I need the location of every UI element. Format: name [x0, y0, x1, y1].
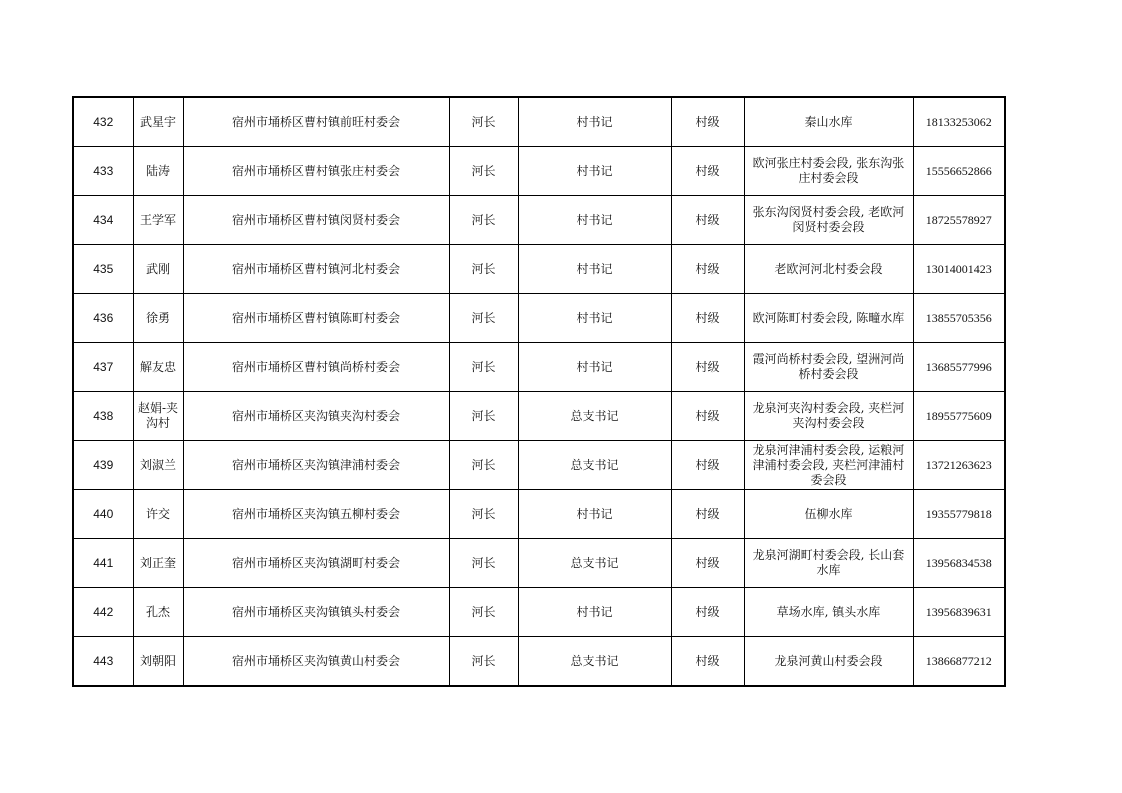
chief-role: 河长 — [449, 245, 518, 294]
person-name: 陆涛 — [133, 147, 183, 196]
unit-name: 宿州市埇桥区曹村镇闵贤村委会 — [183, 196, 449, 245]
unit-name: 宿州市埇桥区夹沟镇湖町村委会 — [183, 539, 449, 588]
row-number: 434 — [73, 196, 133, 245]
unit-name: 宿州市埇桥区曹村镇前旺村委会 — [183, 97, 449, 147]
chief-role: 河长 — [449, 490, 518, 539]
chief-role: 河长 — [449, 588, 518, 637]
phone-number: 13721263623 — [913, 441, 1005, 490]
person-name: 武刚 — [133, 245, 183, 294]
unit-name: 宿州市埇桥区夹沟镇镇头村委会 — [183, 588, 449, 637]
job-position: 村书记 — [518, 196, 671, 245]
row-number: 438 — [73, 392, 133, 441]
chief-level: 村级 — [671, 245, 744, 294]
unit-name: 宿州市埇桥区曹村镇张庄村委会 — [183, 147, 449, 196]
phone-number: 18725578927 — [913, 196, 1005, 245]
table-row — [73, 343, 1005, 392]
chief-level: 村级 — [671, 97, 744, 147]
table-row — [73, 441, 1005, 490]
row-number: 443 — [73, 637, 133, 687]
water-body: 张东沟闵贤村委会段, 老欧河闵贤村委会段 — [744, 196, 913, 245]
job-position: 村书记 — [518, 294, 671, 343]
river-chief-table — [72, 96, 1006, 687]
table-row — [73, 294, 1005, 343]
unit-name: 宿州市埇桥区曹村镇尚桥村委会 — [183, 343, 449, 392]
water-body: 草场水库, 镇头水库 — [744, 588, 913, 637]
unit-name: 宿州市埇桥区夹沟镇津浦村委会 — [183, 441, 449, 490]
phone-number: 18955775609 — [913, 392, 1005, 441]
chief-level: 村级 — [671, 392, 744, 441]
person-name: 赵娟-夹沟村 — [133, 392, 183, 441]
chief-level: 村级 — [671, 294, 744, 343]
row-number: 435 — [73, 245, 133, 294]
person-name: 解友忠 — [133, 343, 183, 392]
table-row — [73, 588, 1005, 637]
water-body: 欧河陈町村委会段, 陈疃水库 — [744, 294, 913, 343]
job-position: 村书记 — [518, 245, 671, 294]
phone-number: 13866877212 — [913, 637, 1005, 687]
person-name: 王学军 — [133, 196, 183, 245]
row-number: 442 — [73, 588, 133, 637]
chief-level: 村级 — [671, 147, 744, 196]
phone-number: 13855705356 — [913, 294, 1005, 343]
phone-number: 15556652866 — [913, 147, 1005, 196]
job-position: 村书记 — [518, 490, 671, 539]
person-name: 刘淑兰 — [133, 441, 183, 490]
chief-role: 河长 — [449, 392, 518, 441]
water-body: 秦山水库 — [744, 97, 913, 147]
unit-name: 宿州市埇桥区夹沟镇黄山村委会 — [183, 637, 449, 687]
water-body: 伍柳水库 — [744, 490, 913, 539]
job-position: 村书记 — [518, 588, 671, 637]
job-position: 村书记 — [518, 97, 671, 147]
person-name: 许交 — [133, 490, 183, 539]
chief-level: 村级 — [671, 637, 744, 687]
person-name: 刘正奎 — [133, 539, 183, 588]
job-position: 村书记 — [518, 147, 671, 196]
chief-level: 村级 — [671, 539, 744, 588]
phone-number: 18133253062 — [913, 97, 1005, 147]
unit-name: 宿州市埇桥区夹沟镇夹沟村委会 — [183, 392, 449, 441]
chief-role: 河长 — [449, 196, 518, 245]
chief-level: 村级 — [671, 343, 744, 392]
phone-number: 13956839631 — [913, 588, 1005, 637]
chief-level: 村级 — [671, 490, 744, 539]
table-row — [73, 539, 1005, 588]
table-row — [73, 97, 1005, 147]
chief-role: 河长 — [449, 637, 518, 687]
table-body — [73, 97, 1005, 686]
chief-role: 河长 — [449, 97, 518, 147]
unit-name: 宿州市埇桥区曹村镇河北村委会 — [183, 245, 449, 294]
person-name: 武星宇 — [133, 97, 183, 147]
water-body: 霞河尚桥村委会段, 望洲河尚桥村委会段 — [744, 343, 913, 392]
water-body: 龙泉河黄山村委会段 — [744, 637, 913, 687]
table-row — [73, 147, 1005, 196]
chief-role: 河长 — [449, 539, 518, 588]
row-number: 437 — [73, 343, 133, 392]
job-position: 总支书记 — [518, 441, 671, 490]
row-number: 433 — [73, 147, 133, 196]
chief-role: 河长 — [449, 147, 518, 196]
unit-name: 宿州市埇桥区夹沟镇五柳村委会 — [183, 490, 449, 539]
job-position: 总支书记 — [518, 539, 671, 588]
person-name: 孔杰 — [133, 588, 183, 637]
table-row — [73, 490, 1005, 539]
row-number: 436 — [73, 294, 133, 343]
person-name: 刘朝阳 — [133, 637, 183, 687]
water-body: 欧河张庄村委会段, 张东沟张庄村委会段 — [744, 147, 913, 196]
job-position: 总支书记 — [518, 637, 671, 687]
row-number: 439 — [73, 441, 133, 490]
table-row — [73, 196, 1005, 245]
row-number: 432 — [73, 97, 133, 147]
chief-level: 村级 — [671, 441, 744, 490]
water-body: 老欧河河北村委会段 — [744, 245, 913, 294]
chief-level: 村级 — [671, 588, 744, 637]
phone-number: 13956834538 — [913, 539, 1005, 588]
job-position: 村书记 — [518, 343, 671, 392]
chief-role: 河长 — [449, 441, 518, 490]
person-name: 徐勇 — [133, 294, 183, 343]
chief-role: 河长 — [449, 343, 518, 392]
table-row — [73, 637, 1005, 687]
job-position: 总支书记 — [518, 392, 671, 441]
phone-number: 19355779818 — [913, 490, 1005, 539]
water-body: 龙泉河夹沟村委会段, 夹栏河夹沟村委会段 — [744, 392, 913, 441]
table-row — [73, 245, 1005, 294]
phone-number: 13014001423 — [913, 245, 1005, 294]
row-number: 440 — [73, 490, 133, 539]
phone-number: 13685577996 — [913, 343, 1005, 392]
water-body: 龙泉河湖町村委会段, 长山套水库 — [744, 539, 913, 588]
chief-level: 村级 — [671, 196, 744, 245]
unit-name: 宿州市埇桥区曹村镇陈町村委会 — [183, 294, 449, 343]
table-row — [73, 392, 1005, 441]
chief-role: 河长 — [449, 294, 518, 343]
water-body: 龙泉河津浦村委会段, 运粮河津浦村委会段, 夹栏河津浦村委会段 — [744, 441, 913, 490]
row-number: 441 — [73, 539, 133, 588]
